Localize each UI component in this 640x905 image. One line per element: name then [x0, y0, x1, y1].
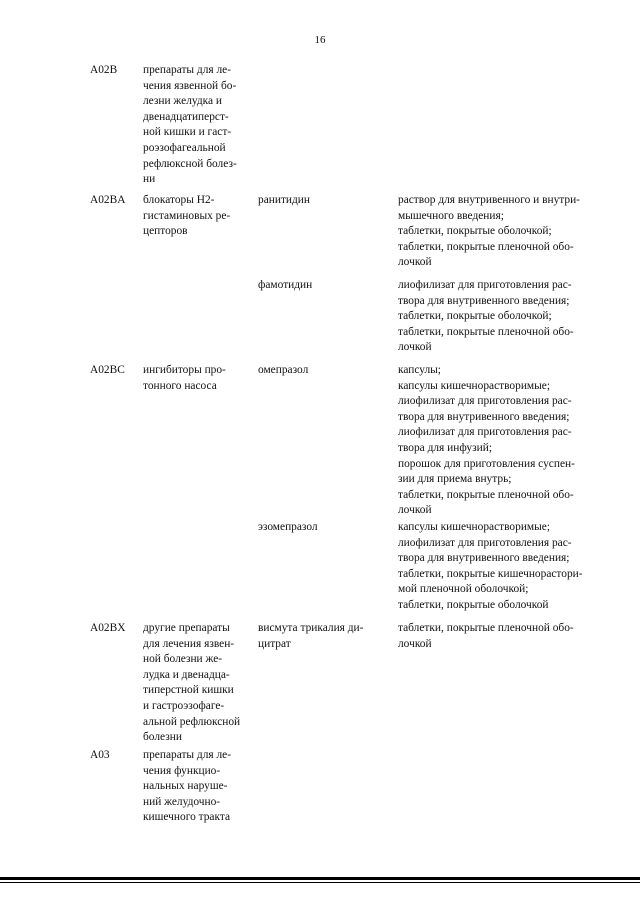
- page-number: 16: [314, 34, 326, 46]
- dosage-forms: лиофилизат для приготовления рас- твора для внутривенного введения; таблетки, покрытые оболочкой; таблетки, покрытые пленочной обо- лочкой: [398, 279, 574, 354]
- table-row: [0, 363, 640, 520]
- drug-name: фамотидин: [258, 279, 313, 291]
- drug-name: висмута трикалия ди- цитрат: [258, 622, 364, 650]
- dosage-forms: раствор для внутривенного и внутри- мышечного введения; таблетки, покрытые оболочкой; таблетки, покрытые пленочной обо- лочкой: [398, 194, 580, 269]
- dosage-forms: капсулы; капсулы кишечнорастворимые; лиофилизат для приготовления рас- твора для внутривенного введения; лиофилизат для приготовления рас- твора для инфузий; порошок для приготовления суспен- зии для приема внутрь; таблетки, покрытые пленочной обо- лочкой: [398, 364, 575, 517]
- table-row: [0, 748, 640, 828]
- dosage-forms: капсулы кишечнорастворимые; лиофилизат для приготовления рас- твора для внутривенного введения; таблетки, покрытые кишечнорастори- мой пленочной оболочкой; таблетки, покрытые оболочкой: [398, 521, 583, 611]
- table-row: [0, 63, 640, 193]
- page-bottom-rule-thin: [0, 882, 640, 883]
- table-row: [0, 278, 640, 363]
- atc-code: A03: [90, 749, 110, 761]
- atc-group-name: ингибиторы про- тонного насоса: [143, 364, 226, 392]
- atc-group-name: другие препараты для лечения язвен- ной болезни же- лудка и двенадца- типерстной кишки и гастроэзофаге- альной рефлюксной болезни: [143, 622, 241, 744]
- atc-code: A02B: [90, 64, 118, 76]
- atc-code: A02BX: [90, 622, 126, 634]
- atc-code: A02BC: [90, 364, 125, 376]
- atc-group-name: блокаторы H2- гистаминовых ре- цепторов: [143, 194, 231, 238]
- dosage-forms: таблетки, покрытые пленочной обо- лочкой: [398, 622, 574, 650]
- table-row: [0, 193, 640, 278]
- drug-name: ранитидин: [258, 194, 311, 206]
- drug-name: омепразол: [258, 364, 309, 376]
- atc-group-name: препараты для ле- чения язвенной бо- лезни желудка и двенадцатиперст- ной кишки и гаст- роэзофагеальной рефлюксной болез- ни: [143, 64, 237, 186]
- atc-group-name: препараты для ле- чения функцио- нальных наруше- ний желудочно- кишечного тракта: [143, 749, 232, 824]
- table-row: [0, 621, 640, 748]
- medication-table: [0, 63, 640, 828]
- table-row: [0, 520, 640, 621]
- page-bottom-rule: [0, 877, 640, 880]
- drug-name: эзомепразол: [258, 521, 318, 533]
- atc-code: A02BA: [90, 194, 126, 206]
